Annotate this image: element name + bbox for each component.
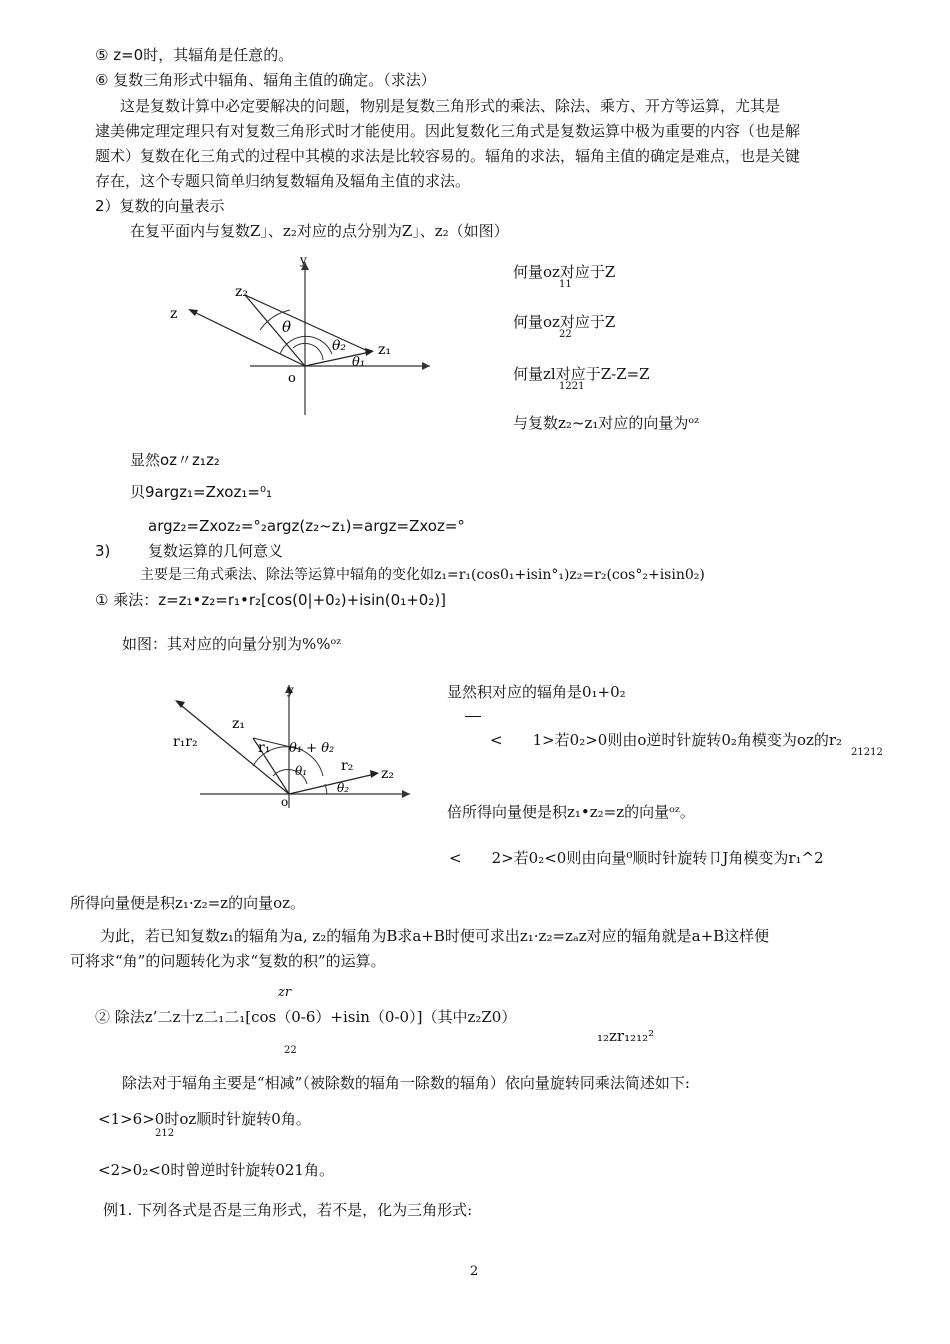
division-subscript: 22 [284, 1045, 297, 1056]
label-r2: r₂ [341, 758, 354, 774]
parallel-statement: 显然oz〃z₁z₂ [130, 451, 220, 469]
section-vector-intro: 在复平面内与复数Z」、z₂对应的点分别为Z」、z₂（如图） [130, 222, 509, 240]
label-origin: o [288, 371, 296, 386]
x-axis-arrow [422, 362, 430, 370]
label-r1: r₁ [258, 740, 271, 756]
division-case-1: <1>6>0时oz顺时针旋转0角。 [98, 1110, 311, 1128]
division-case-2: <2>0₂<0时曾逆时针旋转021角。 [98, 1161, 334, 1179]
section-vector-heading: 2）复数的向量表示 [95, 197, 225, 215]
label-theta: θ [282, 318, 292, 336]
division-explanation: 除法对于辐角主要是“相减”（被除数的辐角一除数的辐角）依向量旋转同乘法简述如下: [122, 1074, 690, 1092]
paragraph-line: 为此，若已知复数z₁的辐角为a, z₂的辐角为B求a+B时便可求出z₁·z₂=zₐz对应的辐角就是a+B这样便 [100, 927, 770, 945]
arg-equation: argz₂=Zxoz₂=°₂argz(z₂~z₁)=argz=Zxoz=° [148, 517, 465, 535]
rotation-case-2: < 2>若0₂<0则由向量⁰顺时针旋转卩J角模变为r₁^2 [449, 849, 824, 867]
figure-vector-representation [160, 250, 440, 420]
rotation-case-1: < 1>若0₂>0则由o逆时针旋转0₂角模变为oz的r₂ [490, 731, 843, 749]
vector-oz-arrow [188, 309, 198, 316]
figure-multiplication [165, 680, 420, 810]
label-z2: z₂ [381, 766, 394, 782]
short-rule [465, 716, 481, 717]
vector-oz2 [245, 295, 305, 366]
label-angle-sum: θ₁ + θ₂ [289, 741, 335, 756]
line-arg-heading: ⑥ 复数三角形式中辐角、辐角主值的确定。（求法） [95, 71, 436, 89]
label-theta2: θ₂ [337, 781, 350, 795]
vector-z2-arrow [370, 770, 379, 778]
rotation-case-1-result: 倍所得向量便是积z₁•z₂=z的向量ᵒᶻ。 [447, 803, 695, 821]
section-number: 3) [95, 542, 111, 560]
product-vector-result: 所得向量便是积z₁·z₂=z的向量oz。 [70, 894, 306, 912]
label-z1: z₁ [232, 716, 245, 732]
page-number: 2 [470, 1264, 479, 1279]
vector-oz1-arrow [365, 348, 374, 356]
example-heading: 例1. 下列各式是否是三角形式，若不是，化为三角形式: [103, 1201, 473, 1219]
label-z: z [170, 306, 178, 322]
vector-oz1-subscript: 11 [559, 279, 572, 290]
x-axis-arrow [402, 790, 410, 798]
section-geometry-heading: 复数运算的几何意义 [148, 542, 284, 560]
label-y: y [300, 253, 307, 267]
label-origin: o [281, 795, 289, 809]
vector-z1z2-subscript: 1221 [559, 381, 585, 392]
label-theta2: θ₂ [332, 338, 347, 354]
division-case-1-subscript: 212 [155, 1128, 175, 1139]
paragraph-line: 存在，这个专题只简单归纳复数辐角及辐角主值的求法。 [95, 172, 471, 190]
label-r1r2: r₁r₂ [173, 734, 198, 750]
label-theta1: θ₁ [295, 764, 308, 778]
paragraph-line: 逮美佛定理定理只有对复数三角形式时才能使用。因此复数化三角式是复数运算中极为重要的内容（也是解 [95, 122, 801, 140]
section-geometry-intro: 主要是三角式乘法、除法等运算中辐角的变化如z₁=r₁(cos0₁+isin°₁)z₂=r₂(cos°₂+isin0₂) [140, 567, 705, 583]
multiplication-figure-intro: 如图：其对应的向量分别为%%ᵒᶻ [122, 635, 342, 653]
label-z1: z₁ [378, 342, 391, 358]
line-z-zero: ⑤ z=0时，其辐角是任意的。 [95, 46, 294, 64]
division-subscript-right: ₁₂zr₁₂₁₂² [597, 1027, 655, 1045]
rotation-case-1-subscript: 21212 [851, 747, 883, 758]
label-z2: z₂ [235, 284, 248, 300]
division-superscript: zr [278, 985, 292, 1000]
division-formula: ② 除法z’二z十z二₁二₁[cos（0-6）+isin（0-0）]（其中z₂Z0） [95, 1008, 517, 1026]
vector-oz1-text: 何量oz对应于Z [513, 263, 616, 281]
multiplication-formula: ① 乘法：z=z₁•z₂=r₁•r₂[cos(0|+0₂)+isin(0₁+0₂)] [95, 591, 447, 609]
vector-difference-text: 与复数z₂~z₁对应的向量为ᵒᶻ [513, 414, 700, 432]
vector-z1z2-text: 何量zl对应于Z-Z=Z [513, 365, 650, 383]
paragraph-line: 题术）复数在化三角式的过程中其模的求法是比较容易的。辐角的求法，辐角主值的确定是难点，也是关键 [95, 147, 801, 165]
vector-oz2-text: 何量oz对应于Z [513, 313, 616, 331]
label-y: y [287, 683, 294, 697]
paragraph-line: 这是复数计算中必定要解决的问题，物别是复数三角形式的乘法、除法、乘方、开方等运算，尤其是 [120, 97, 781, 115]
product-arg-statement: 显然积对应的辐角是0₁+0₂ [447, 683, 626, 701]
vector-oz2-subscript: 22 [559, 329, 572, 340]
arg-equation: 贝9argz₁=Zxoz₁=⁰₁ [130, 483, 272, 501]
paragraph-line: 可将求“角”的问题转化为求“复数的积”的运算。 [70, 952, 386, 970]
label-theta1: θ₁ [352, 355, 366, 370]
